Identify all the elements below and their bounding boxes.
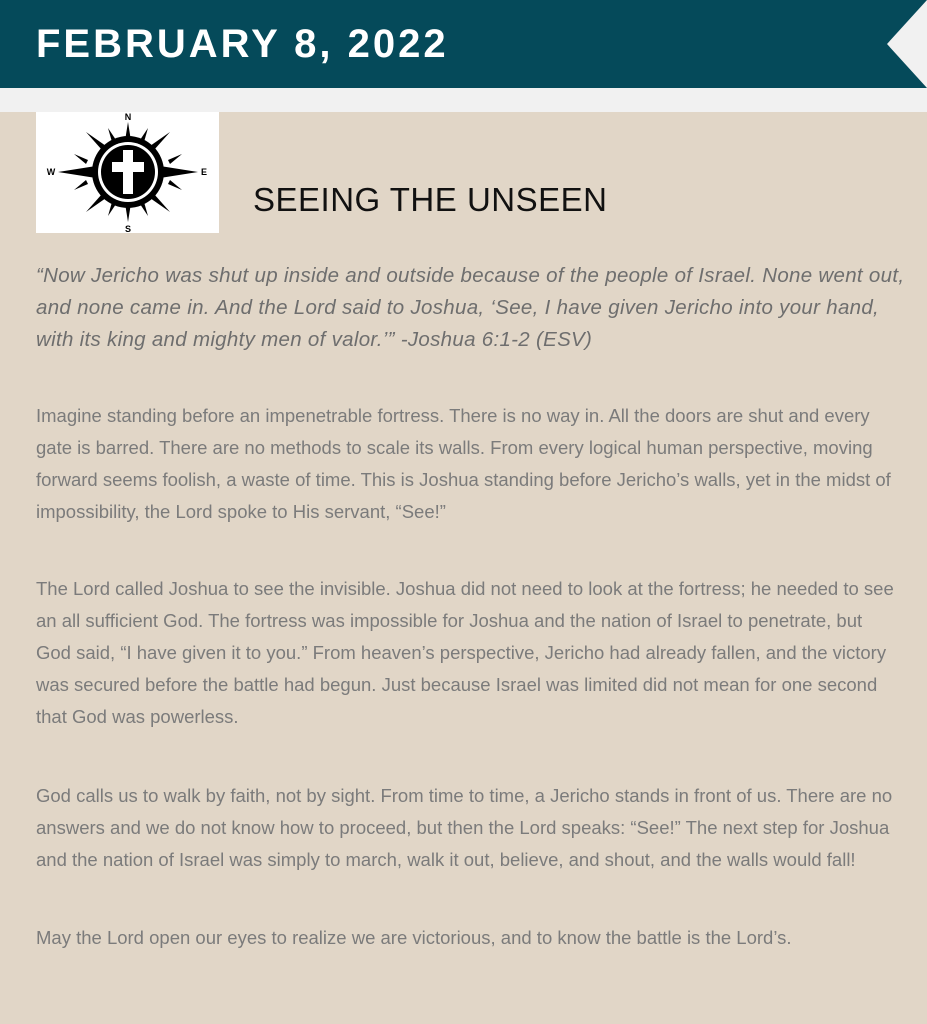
devotional-content	[0, 112, 927, 1024]
body-paragraph: Imagine standing before an impenetrable fortress. There is no way in. All the doors are shut and every gate is barred. There are no methods to scale its walls. From every logical human perspective, moving forward seems foolish, a waste of time. This is Joshua standing before Jericho’s walls, yet in the midst of impossibility, the Lord spoke to His servant, “See!”	[36, 405, 891, 522]
date-title: FEBRUARY 8, 2022	[36, 22, 449, 66]
compass-n-label: N	[124, 112, 132, 122]
compass-w-label: W	[46, 167, 56, 177]
banner-notch	[887, 0, 927, 88]
compass-e-label: E	[200, 167, 208, 177]
date-banner	[0, 0, 927, 88]
compass-cross-icon	[36, 112, 219, 233]
body-paragraph: The Lord called Joshua to see the invisible. Joshua did not need to look at the fortress; he needed to see an all sufficient God. The fortress was impossible for Joshua and the nation of Israel to penetrate, but God said, “I have given it to you.” From heaven’s perspective, Jericho had already fallen, and the victory was secured before the battle had begun. Just because Israel was limited did not mean for one second that God was powerless.	[36, 578, 894, 727]
body-paragraph: May the Lord open our eyes to realize we are victorious, and to know the battle is the Lord’s.	[36, 927, 792, 948]
compass-s-label: S	[124, 224, 132, 233]
devotional-title: SEEING THE UNSEEN	[253, 181, 608, 218]
separator-strip	[0, 88, 927, 112]
body-paragraph: God calls us to walk by faith, not by sight. From time to time, a Jericho stands in front of us. There are no answers and we do not know how to proceed, but then the Lord speaks: “See!” The next step for Joshua and the nation of Israel was simply to march, walk it out, believe, and shout, and the walls would fall!	[36, 785, 893, 870]
scripture-quote: “Now Jericho was shut up inside and outside because of the people of Israel. None went out, and none came in. And the Lord said to Joshua, ‘See, I have given Jericho into your hand, with its king and mighty men of valor.’” -Joshua 6:1-2 (ESV)	[36, 264, 905, 351]
